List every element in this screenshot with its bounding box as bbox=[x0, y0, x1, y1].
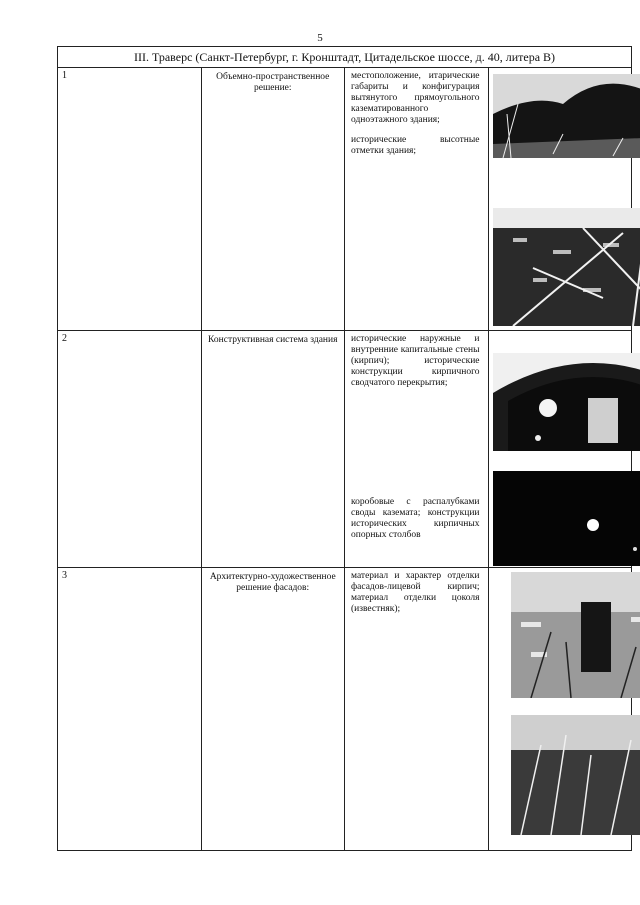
overgrown-facade-photo bbox=[511, 715, 640, 835]
vault-interior-photo bbox=[493, 353, 640, 451]
row-element: Конструктивная система здания bbox=[201, 331, 345, 568]
description-paragraph: местоположение, итарические габариты и конфигурация вытянутого прямоугольного казематированного одноэтажного здания; bbox=[351, 71, 480, 125]
description-paragraph: коробовые с распалубками своды каземата; конструкции исторических кирпичных опорных столбов bbox=[351, 497, 480, 540]
row-photos bbox=[488, 568, 632, 851]
table-row bbox=[58, 331, 632, 568]
row-number: 3 bbox=[58, 568, 202, 851]
vault-exterior-photo bbox=[493, 74, 640, 158]
description-paragraph: материал и характер отделки фасадов-лицевой кирпич; материал отделки цоколя (известняк); bbox=[351, 571, 480, 614]
table-row bbox=[58, 568, 632, 851]
table-title: III. Траверс (Санкт-Петербург, г. Кронштадт, Цитадельское шоссе, д. 40, литера В) bbox=[58, 47, 632, 68]
page-number: 5 bbox=[317, 32, 323, 44]
row-element: Объемно-пространственное решение: bbox=[201, 68, 345, 331]
row-number: 2 bbox=[58, 331, 202, 568]
dark-interior-photo bbox=[493, 471, 640, 566]
brick-wall-branches-photo bbox=[493, 208, 640, 326]
row-photos bbox=[488, 331, 632, 568]
row-description bbox=[345, 331, 489, 568]
row-photos bbox=[488, 68, 632, 331]
row-description bbox=[345, 68, 489, 331]
description-paragraph: исторические наружные и внутренние капитальные стены (кирпич); исторические конструкции кирпичного сводчатого перекрытия; bbox=[351, 334, 480, 388]
row-number: 1 bbox=[58, 68, 202, 331]
facade-brick-photo bbox=[511, 572, 640, 698]
description-paragraph: исторические высотные отметки здания; bbox=[351, 135, 480, 156]
row-description bbox=[345, 568, 489, 851]
table-row bbox=[58, 68, 632, 331]
heritage-table bbox=[57, 46, 632, 851]
row-element: Архитектурно-художественное решение фасадов: bbox=[201, 568, 345, 851]
